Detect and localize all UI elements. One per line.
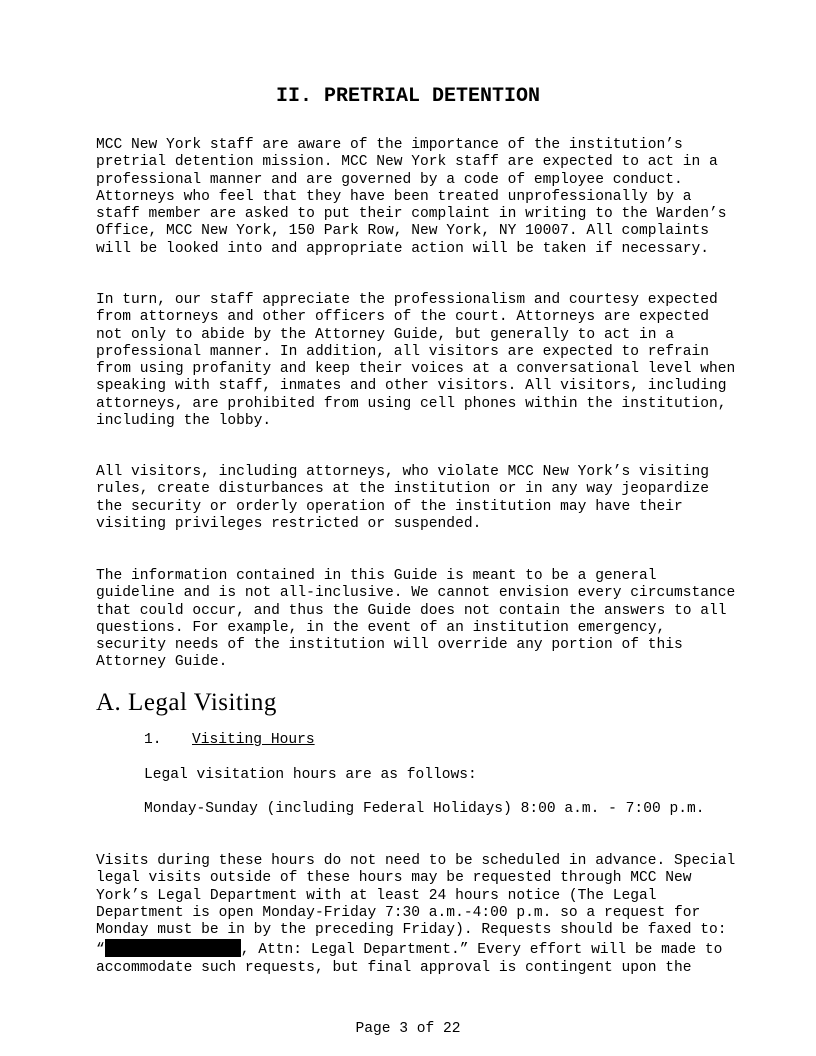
special-visits-text-continued: , Attn: Legal Department.” Every effort will be made to accommodate such requests, but final approval is contingent upon the <box>96 942 723 976</box>
redaction-block <box>105 939 241 957</box>
hours-intro: Legal visitation hours are as follows: <box>144 767 477 783</box>
special-visits-paragraph <box>96 853 736 977</box>
page-title: II. PRETRIAL DETENTION <box>275 85 541 108</box>
subsection-heading <box>144 732 315 749</box>
special-visits-text: Visits during these hours do not need to be scheduled in advance. Special legal visits outside of these hours may be requested through MCC New York’s Legal Department with at least 24 hours notice (The Legal Department is open Monday-Friday 7:30 a.m.-4:00 p.m. so a request for Monday must be in by the preceding Friday). Requests should be faxed to: “ <box>96 853 736 959</box>
hours-text: Monday-Sunday (including Federal Holidays) 8:00 a.m. - 7:00 p.m. <box>144 801 705 817</box>
section-heading: A. Legal Visiting <box>96 689 277 716</box>
intro-paragraph-4: The information contained in this Guide is meant to be a general guideline and is not all-inclusive. We cannot envision every circumstance that could occur, and thus the Guide does not contain the answers to all questions. For example, in the event of an institution emergency, security needs of the institution will override any portion of this Attorney Guide. <box>96 568 736 671</box>
subsection-number: 1. <box>144 732 162 748</box>
subsection-title: Visiting Hours <box>192 732 315 748</box>
intro-paragraph-1: MCC New York staff are aware of the importance of the institution’s pretrial detention mission. MCC New York staff are expected to act in a professional manner and are governed by a code of employee conduct. Attorneys who feel that they have been treated unprofessionally by a staff member are asked to put their complaint in writing to the Warden’s Office, MCC New York, 150 Park Row, New York, NY 10007. All complaints will be looked into and appropriate action will be taken if necessary. <box>96 137 727 257</box>
page-footer: Page 3 of 22 <box>355 1021 461 1037</box>
intro-paragraph-2: In turn, our staff appreciate the professionalism and courtesy expected from attorneys and other officers of the court. Attorneys are expected not only to abide by the Attorney Guide, but generally to act in a professional manner. In addition, all visitors are expected to refrain from using profanity and keep their voices at a conversational level when speaking with staff, inmates and other visitors. All visitors, including attorneys, are prohibited from using cell phones within the institution, including the lobby. <box>96 292 736 430</box>
intro-paragraph-3: All visitors, including attorneys, who violate MCC New York’s visiting rules, create disturbances at the institution or in any way jeopardize the security or orderly operation of the institution may have their visiting privileges restricted or suspended. <box>96 464 710 532</box>
